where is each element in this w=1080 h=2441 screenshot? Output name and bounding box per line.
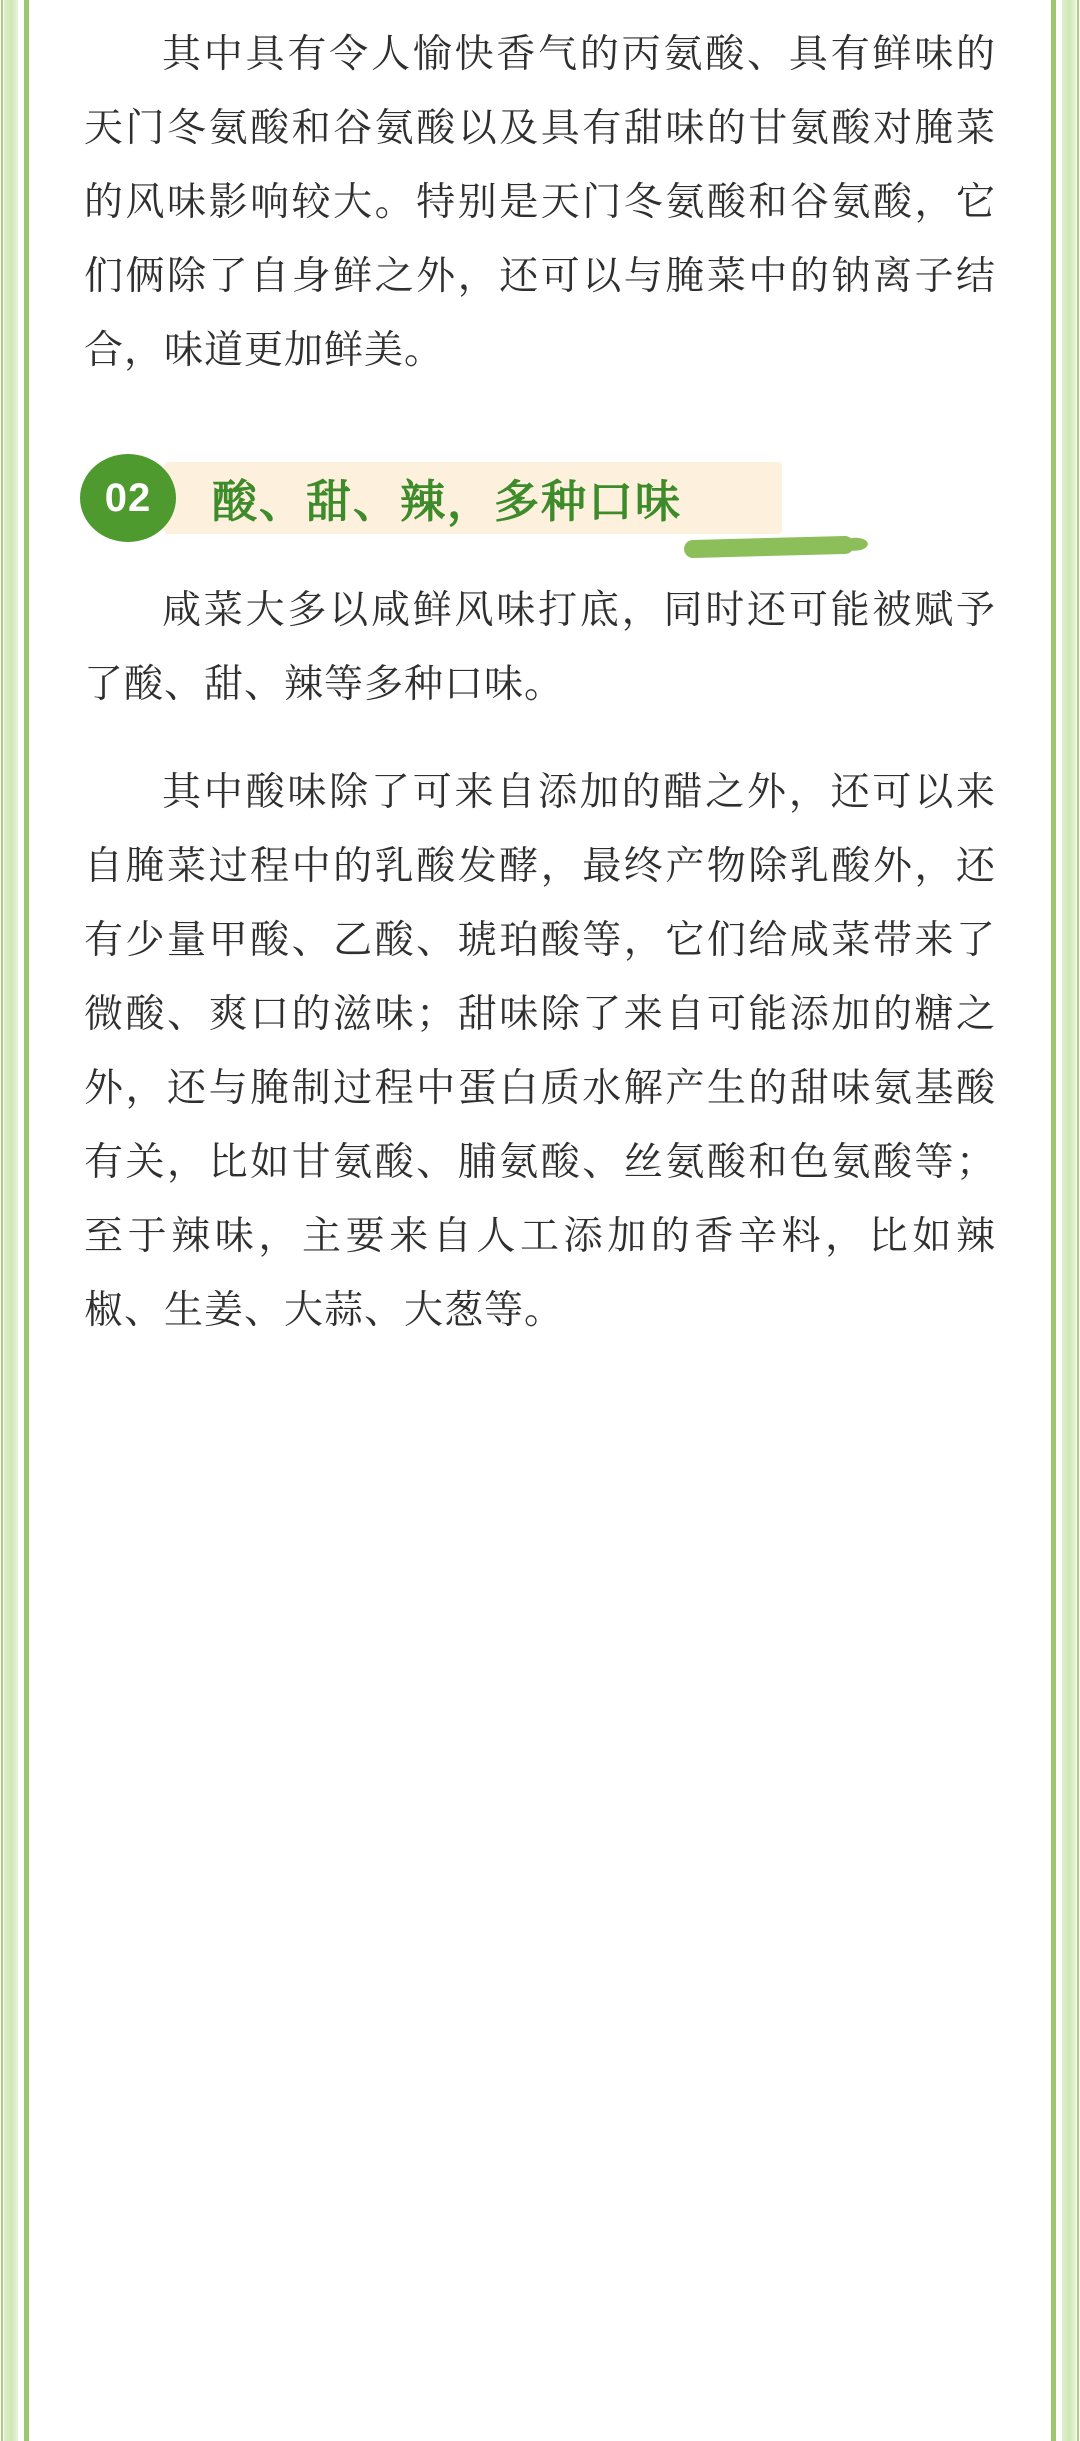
brush-stroke-decoration (684, 536, 854, 558)
paragraph-flavor-base: 咸菜大多以咸鲜风味打底，同时还可能被赋予了酸、甜、辣等多种口味。 (84, 589, 996, 706)
left-border-hairline (1, 0, 3, 2441)
section-number-badge: 02 (80, 454, 176, 542)
section-heading-02 (44, 442, 1036, 552)
right-border-stripe (1051, 0, 1056, 2441)
decorative-right-border (1044, 0, 1080, 2441)
left-border-stripe (24, 0, 29, 2441)
section-title: 酸、甜、辣，多种口味 (212, 475, 683, 527)
right-border-gradient (1062, 0, 1076, 2441)
decorative-left-border (0, 0, 36, 2441)
paragraph-intro: 其中具有令人愉快香气的丙氨酸、具有鲜味的天门冬氨酸和谷氨酸以及具有甜味的甘氨酸对腌菜的风味影响较大。特别是天门冬氨酸和谷氨酸，它们俩除了自身鲜之外，还可以与腌菜中的钠离子结合，味道更加鲜美。 (84, 33, 996, 372)
paragraph-flavor-detail: 其中酸味除了可来自添加的醋之外，还可以来自腌菜过程中的乳酸发酵，最终产物除乳酸外，还有少量甲酸、乙酸、琥珀酸等，它们给咸菜带来了微酸、爽口的滋味；甜味除了来自可能添加的糖之外，还与腌制过程中蛋白质水解产生的甜味氨基酸有关，比如甘氨酸、脯氨酸、丝氨酸和色氨酸等；至于辣味，主要来自人工添加的香辛料，比如辣椒、生姜、大蒜、大葱等。 (84, 771, 996, 1332)
right-border-hairline (1077, 0, 1079, 2441)
left-border-gradient (4, 0, 18, 2441)
article-content (44, 0, 1036, 2441)
